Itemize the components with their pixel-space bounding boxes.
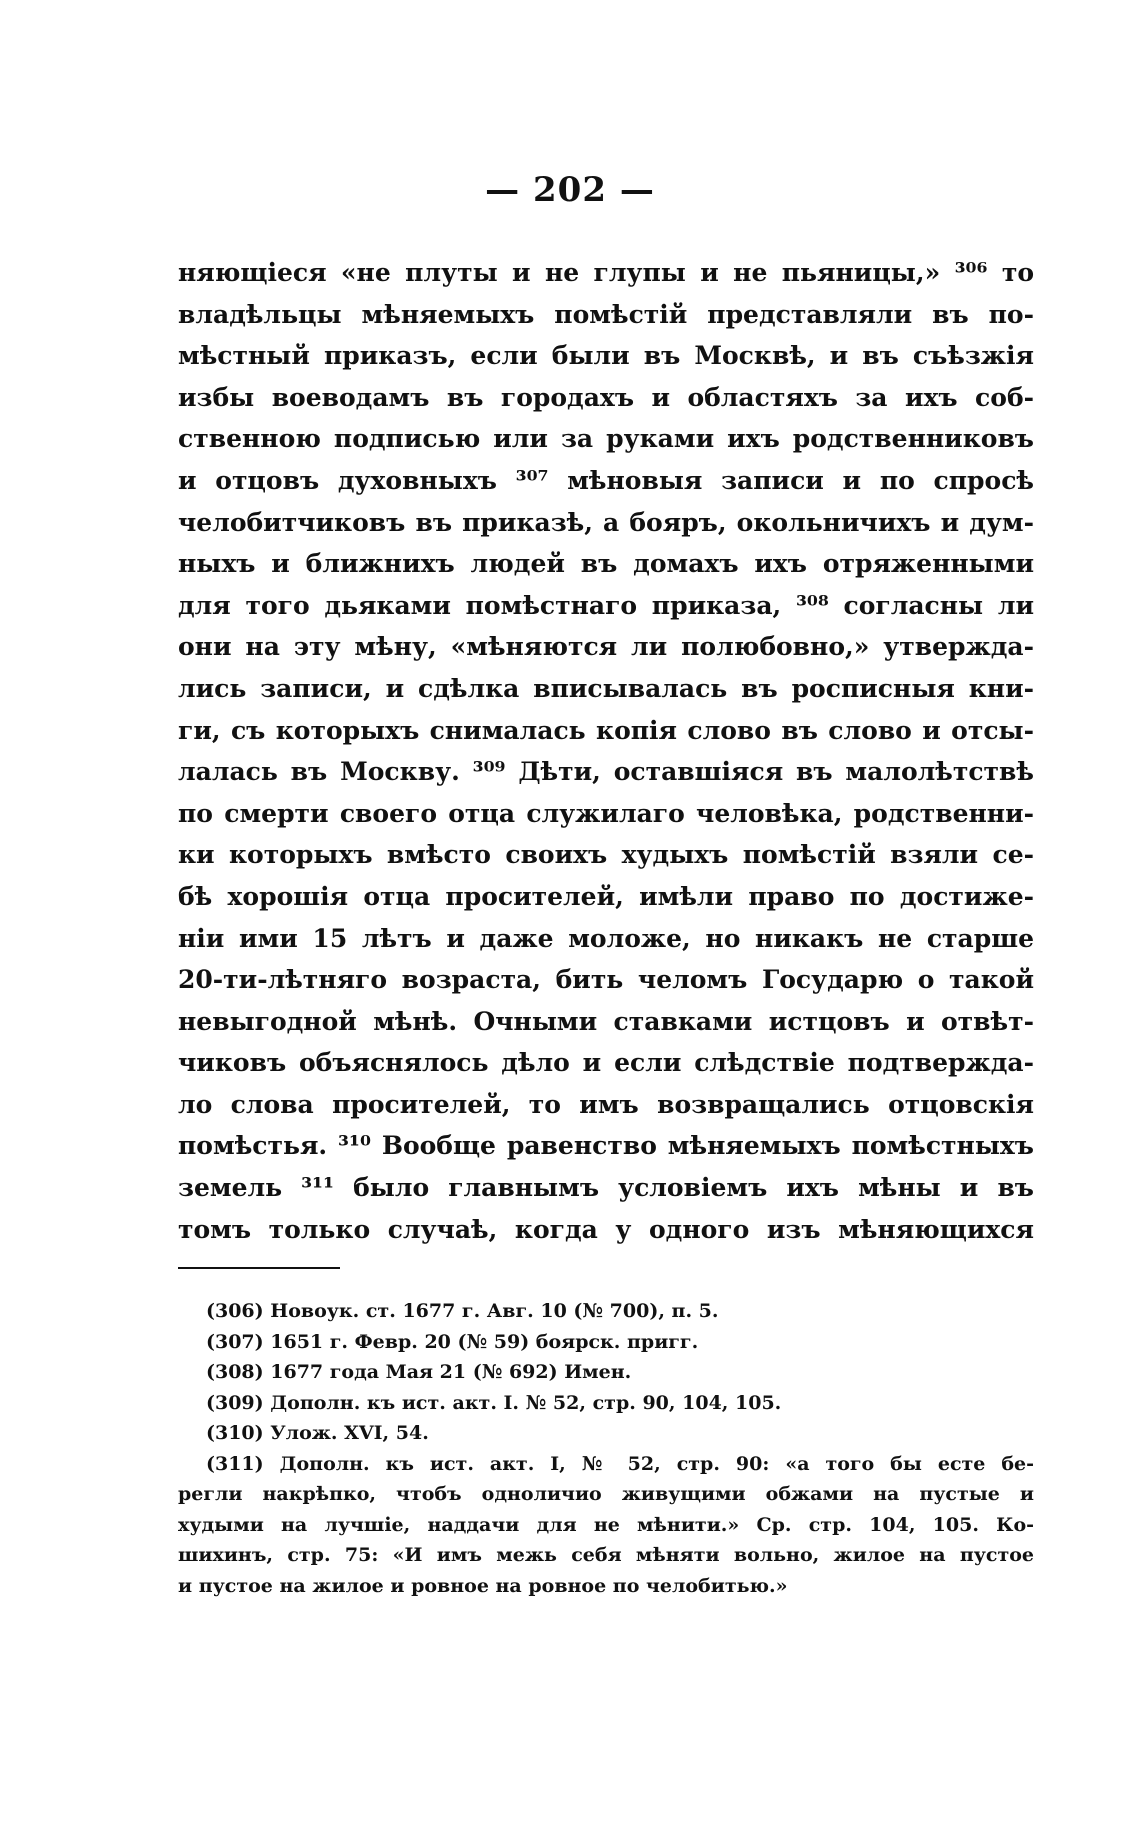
text-line: чиковъ объяснялось дѣло и если слѣдствіе подтвержда- — [178, 1048, 1034, 1078]
text-line: 20-ти-лѣтняго возраста, бить челомъ Государю о такой — [178, 965, 1034, 995]
text-line: ныхъ и ближнихъ людей въ домахъ ихъ отряженными — [178, 549, 1034, 579]
text-line: и отцовъ духовныхъ ³⁰⁷ мѣновыя записи и по спросѣ — [178, 465, 1034, 495]
text-line: ніи ими 15 лѣтъ и даже моложе, но никакъ не старше — [178, 923, 1034, 953]
footnote-311-continuation: шихинъ, стр. 75: «И имъ межь себя мѣняти вольно, жилое на пустое — [178, 1544, 1034, 1566]
text-line: лись записи, и сдѣлка вписывалась въ росписныя кни- — [178, 673, 1034, 703]
text-line: лалась въ Москву. ³⁰⁹ Дѣти, оставшіяся въ малолѣтствѣ — [178, 757, 1034, 787]
text-line: земель ³¹¹ было главнымъ условіемъ ихъ мѣны и въ — [178, 1173, 1034, 1203]
footnote-separator — [178, 1267, 340, 1269]
footnote-311-continuation: худыми на лучшіе, наддачи для не мѣнити.» Ср. стр. 104, 105. Ко- — [178, 1513, 1034, 1536]
footnote-311: (311) Дополн. къ ист. акт. I, № 52, стр. 90: «а того бы есте бе- — [206, 1452, 1034, 1475]
text-line: они на эту мѣну, «мѣняются ли полюбовно,» утвержда- — [178, 632, 1034, 662]
text-line: челобитчиковъ въ приказѣ, а бояръ, окольничихъ и дум- — [178, 507, 1034, 537]
text-line: владѣльцы мѣняемыхъ помѣстій представляли въ по- — [178, 299, 1034, 329]
text-line: ки которыхъ вмѣсто своихъ худыхъ помѣстій взяли се- — [178, 840, 1034, 870]
page-number: — 202 — — [485, 170, 655, 210]
text-line: невыгодной мѣнѣ. Очными ставками истцовъ и отвѣт- — [178, 1006, 1034, 1036]
text-line: ственною подписью или за руками ихъ родственниковъ — [178, 424, 1034, 454]
footnote-311-continuation: и пустое на жилое и ровное на ровное по челобитью.» — [178, 1574, 788, 1597]
text-line: бѣ хорошія отца просителей, имѣли право по достиже- — [178, 881, 1034, 911]
footnote-310: (310) Улож. XVI, 54. — [206, 1422, 429, 1444]
text-line: ло слова просителей, то имъ возвращались отцовскія — [178, 1089, 1034, 1119]
text-line: для того дьяками помѣстнаго приказа, ³⁰⁸ согласны ли — [178, 590, 1034, 620]
text-line: томъ только случаѣ, когда у одного изъ мѣняющихся — [178, 1214, 1034, 1244]
footnote-311-continuation: регли накрѣпко, чтобъ одноличио живущими обжами на пустые и — [178, 1483, 1034, 1505]
text-line: няющіеся «не плуты и не глупы и не пьяницы,» ³⁰⁶ то — [178, 258, 1034, 287]
main-text — [178, 252, 1034, 1250]
footnote-308: (308) 1677 года Мая 21 (№ 692) Имен. — [206, 1361, 632, 1383]
text-line: избы воеводамъ въ городахъ и областяхъ за ихъ соб- — [178, 382, 1034, 412]
text-line: мѣстный приказъ, если были въ Москвѣ, и въ съѣзжія — [178, 341, 1034, 371]
text-line: помѣстья. ³¹⁰ Вообще равенство мѣняемыхъ помѣстныхъ — [178, 1131, 1034, 1161]
footnotes — [178, 1296, 1034, 1601]
footnote-309: (309) Дополн. къ ист. акт. I. № 52, стр. 90, 104, 105. — [206, 1391, 782, 1414]
footnote-306: (306) Новоук. ст. 1677 г. Авг. 10 (№ 700), п. 5. — [206, 1300, 719, 1322]
text-line: по смерти своего отца служилаго человѣка, родственни- — [178, 798, 1034, 828]
footnote-307: (307) 1651 г. Февр. 20 (№ 59) боярск. пригг. — [206, 1330, 699, 1353]
text-line: ги, съ которыхъ снималась копія слово въ слово и отсы- — [178, 715, 1034, 745]
